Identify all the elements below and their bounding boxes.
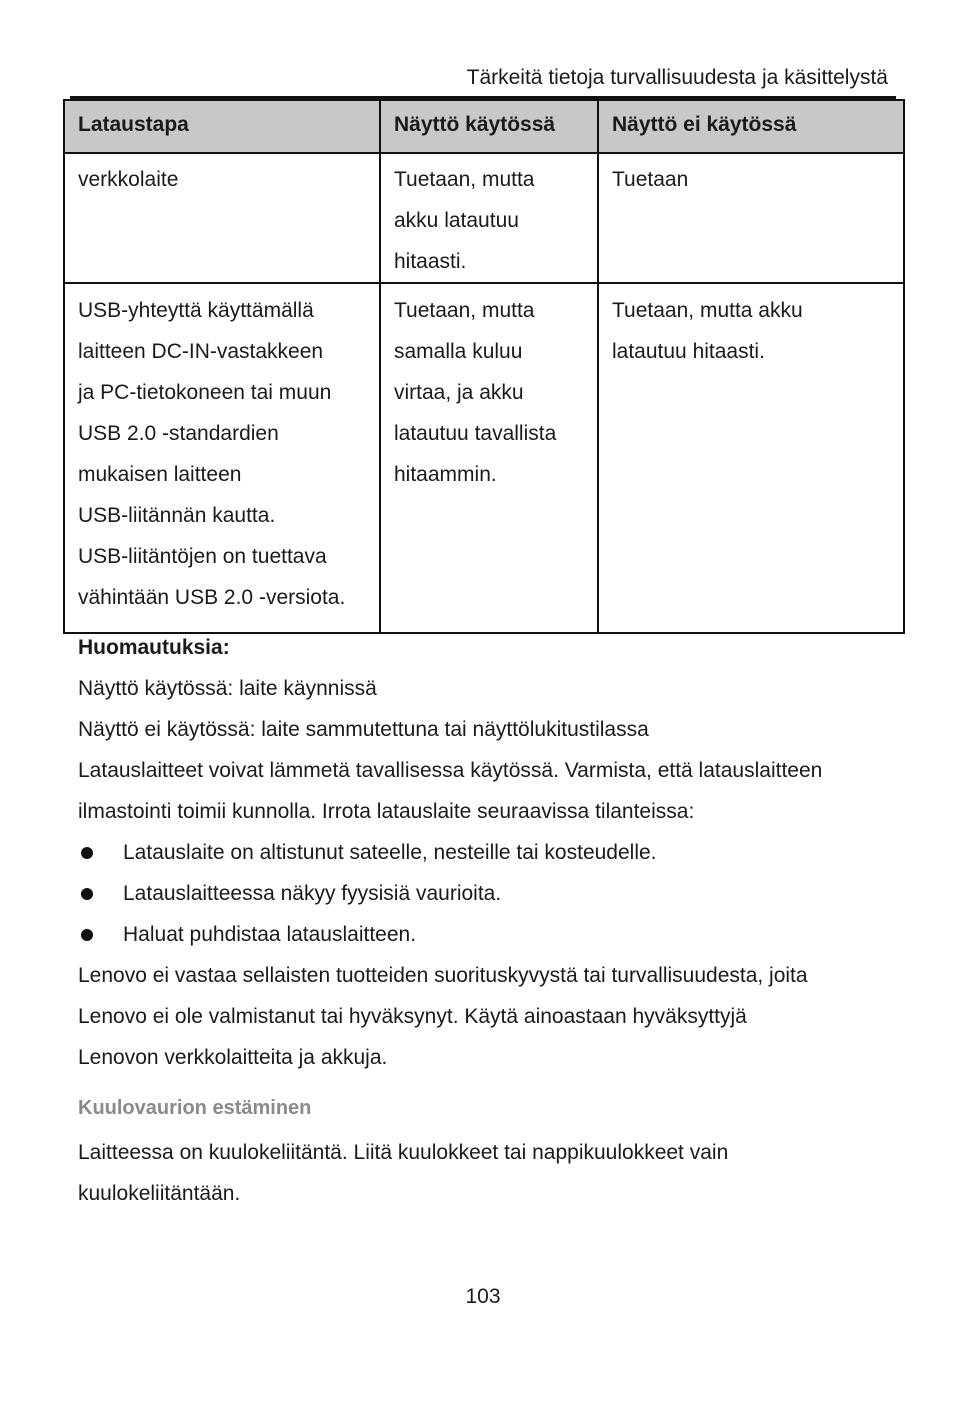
list-item-text: Latauslaitteessa näkyy fyysisiä vaurioita. — [123, 882, 502, 905]
charging-methods-table — [63, 99, 905, 634]
page-number: 103 — [465, 1285, 501, 1308]
table-row — [64, 153, 904, 283]
cell-text: Tuetaan — [612, 168, 689, 191]
table-cell — [380, 283, 598, 633]
list-item — [78, 873, 908, 914]
running-head: Tärkeitä tietoja turvallisuudesta ja käsittelystä — [466, 66, 888, 89]
table-header-row — [64, 100, 904, 153]
bullet-icon — [81, 888, 93, 900]
paragraph-line: Lenovo ei vastaa sellaisten tuotteiden suorituskyvystä tai turvallisuudesta, joita — [78, 964, 808, 987]
cell-text: Tuetaan, mutta akku latautuu hitaasti. — [612, 299, 803, 363]
bullet-icon — [81, 847, 93, 859]
table-cell — [598, 153, 904, 283]
list-item — [78, 832, 908, 873]
paragraph-line: kuulokeliitäntään. — [78, 1182, 241, 1205]
note-line: Näyttö käytössä: laite käynnissä — [78, 677, 377, 700]
column-header-screen-on: Näyttö käytössä — [380, 100, 598, 153]
notes-heading: Huomautuksia: — [78, 636, 230, 659]
paragraph-line: Laitteessa on kuulokeliitäntä. Liitä kuulokkeet tai nappikuulokkeet vain — [78, 1141, 729, 1164]
list-item-text: Latauslaite on altistunut sateelle, nesteille tai kosteudelle. — [123, 841, 657, 864]
table-row — [64, 283, 904, 633]
notes-section — [78, 627, 908, 1078]
table-cell — [64, 153, 380, 283]
bullet-icon — [81, 929, 93, 941]
cell-text: USB-yhteyttä käyttämällä laitteen DC-IN-vastakkeen ja PC-tietokoneen tai muun USB 2.0 -standardien mukaisen laitteen USB-liitännän kautta. USB-liitäntöjen on tuettava vähintään USB 2.0 -versiota. — [78, 299, 346, 609]
table-cell — [380, 153, 598, 283]
paragraph-line: Lenovo ei ole valmistanut tai hyväksynyt. Käytä ainoastaan hyväksyttyjä — [78, 1005, 747, 1028]
note-line: Näyttö ei käytössä: laite sammutettuna tai näyttölukitustilassa — [78, 718, 649, 741]
cell-text: verkkolaite — [78, 168, 179, 191]
paragraph-line: ilmastointi toimii kunnolla. Irrota latauslaite seuraavissa tilanteissa: — [78, 800, 695, 823]
column-header-screen-off: Näyttö ei käytössä — [598, 100, 904, 153]
list-item — [78, 914, 908, 955]
paragraph-line: Latauslaitteet voivat lämmetä tavallisessa käytössä. Varmista, että latauslaitteen — [78, 759, 823, 782]
table-cell — [64, 283, 380, 633]
warning-list — [78, 832, 908, 955]
list-item-text: Haluat puhdistaa latauslaitteen. — [123, 923, 417, 946]
section-body — [78, 1132, 908, 1214]
section-heading: Kuulovaurion estäminen — [78, 1097, 312, 1119]
column-header-charging-method: Lataustapa — [64, 100, 380, 153]
table-cell — [598, 283, 904, 633]
paragraph-line: Lenovon verkkolaitteita ja akkuja. — [78, 1046, 388, 1069]
cell-text: Tuetaan, mutta samalla kuluu virtaa, ja akku latautuu tavallista hitaammin. — [394, 299, 557, 486]
cell-text: Tuetaan, mutta akku latautuu hitaasti. — [394, 168, 535, 273]
